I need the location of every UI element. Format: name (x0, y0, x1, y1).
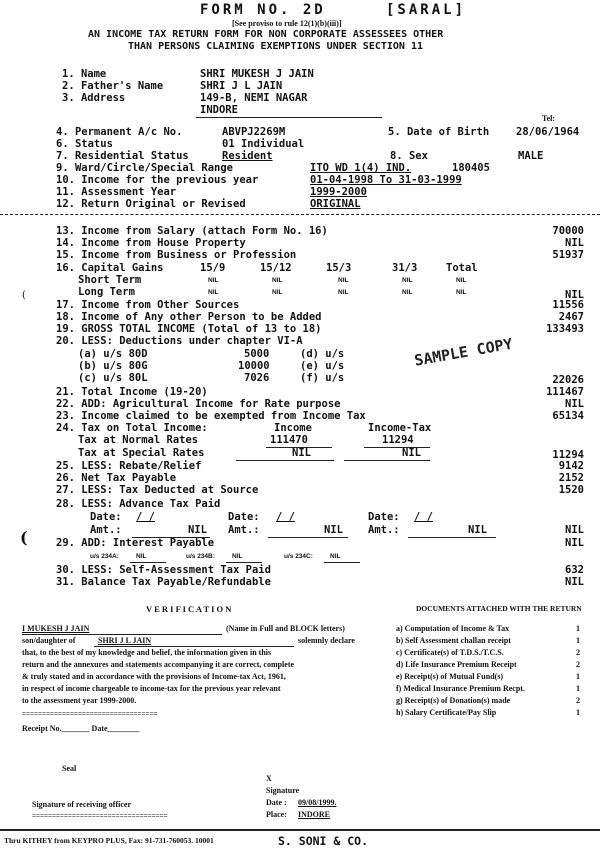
assessment-year-value: 1999-2000 (310, 186, 367, 198)
business-income-label: 15. Income from Business or Profession (56, 249, 297, 261)
document-count: 1 (576, 708, 580, 717)
verification-text: to the assessment year 1999-2000. (22, 696, 137, 705)
advance-date-label: Date: (368, 511, 400, 523)
cg-header-15-3: 15/3 (326, 262, 352, 274)
status-value: 01 Individual (222, 138, 305, 150)
short-term-value: NIL (456, 277, 467, 284)
status-label: 6. Status (56, 138, 113, 150)
advance-date-value: / / (414, 511, 433, 523)
form-title-line1: AN INCOME TAX RETURN FORM FOR NON CORPORATE ASSESSEES OTHER (88, 29, 444, 40)
dob-value: 28/06/1964 (516, 126, 580, 138)
assessment-year-label: 11. Assessment Year (56, 186, 177, 198)
father-name-label: 2. Father's Name (62, 80, 164, 92)
residential-status-value: Resident (222, 150, 273, 162)
exempt-income-value: 65134 (552, 410, 584, 422)
form-number: FORM NO. 2D (200, 2, 326, 18)
tax-on-income-label: 24. Tax on Total Income: (56, 422, 208, 434)
advance-date-label: Date: (228, 511, 260, 523)
advance-tax-value: NIL (565, 524, 584, 536)
company-name: S. SONI & CO. (278, 834, 369, 848)
document-item: h) Salary Certificate/Pay Slip (396, 708, 497, 717)
deduction-80l-value: 7026 (244, 372, 270, 384)
document-item: g) Receipt(s) of Donation(s) made (396, 696, 511, 705)
long-term-value: NIL (402, 289, 413, 296)
interest-234a-label: u/s 234A: (90, 553, 119, 560)
verification-text: in respect of income chargeable to income-tax for the previous year relevant (22, 684, 281, 693)
normal-rates-tax: 11294 (382, 434, 414, 446)
pan-label: 4. Permanent A/c No. (56, 126, 183, 138)
deduction-80l-label: (c) u/s 80L (78, 372, 148, 384)
document-item: c) Certificate(s) of T.D.S./T.C.S. (396, 648, 504, 657)
cg-header-15-9: 15/9 (200, 262, 226, 274)
interest-234b-label: u/s 234B: (186, 553, 215, 560)
form-title-line2: THAN PERSONS CLAIMING EXEMPTIONS UNDER SECTION 11 (128, 41, 424, 52)
sample-copy-stamp: SAMPLE COPY (413, 334, 514, 370)
receiving-officer-separator: ================================== (32, 812, 168, 820)
deduction-80d-value: 5000 (244, 348, 270, 360)
other-sources-label: 17. Income from Other Sources (56, 299, 240, 311)
self-assessment-label: 30. LESS: Self-Assessment Tax Paid (56, 564, 271, 576)
verification-separator: ================================== (22, 710, 158, 718)
advance-amt-label: Amt.: (228, 524, 260, 536)
deduction-80d-label: (a) u/s 80D (78, 348, 148, 360)
document-count: 1 (576, 684, 580, 693)
verification-text: that, to the best of my knowledge and belief, the information given in this (22, 648, 272, 657)
tax-total-value: 11294 (552, 449, 584, 461)
verification-text: & truly stated and in accordance with the provisions of Income-tax Act, 1961, (22, 672, 286, 681)
tel-label: Tel: (542, 114, 556, 123)
interest-234c-label: u/s 234C: (284, 553, 313, 560)
tax-income-header: Income (274, 422, 312, 434)
sex-label: 8. Sex (390, 150, 428, 162)
father-name-value: SHRI J L JAIN (200, 80, 283, 92)
deduction-d-label: (d) u/s (300, 348, 345, 360)
advance-tax-label: 28. LESS: Advance Tax Paid (56, 498, 221, 510)
document-count: 2 (576, 660, 580, 669)
advance-amt-label: Amt.: (368, 524, 400, 536)
long-term-value: NIL (456, 289, 467, 296)
short-term-value: NIL (208, 277, 219, 284)
gross-total-income-label: 19. GROSS TOTAL INCOME (Total of 13 to 18) (56, 323, 322, 335)
interest-234a-value: NIL (136, 553, 147, 560)
place-value: INDORE (298, 810, 331, 819)
document-count: 2 (576, 696, 580, 705)
dob-label: 5. Date of Birth (388, 126, 490, 138)
receiving-officer-label: Signature of receiving officer (32, 800, 132, 809)
documents-title: DOCUMENTS ATTACHED WITH THE RETURN (416, 604, 582, 613)
house-property-label: 14. Income from House Property (56, 237, 246, 249)
ward-label: 9. Ward/Circle/Special Range (56, 162, 234, 174)
interest-payable-value: NIL (565, 537, 584, 549)
name-label: 1. Name (62, 68, 107, 80)
solemnly-declare: solemnly declare (298, 636, 355, 645)
short-term-value: NIL (272, 277, 283, 284)
previous-year-value: 01-04-1998 To 31-03-1999 (310, 174, 462, 186)
tds-value: 1520 (558, 484, 584, 496)
document-item: a) Computation of Income & Tax (396, 624, 510, 633)
document-count: 1 (576, 636, 580, 645)
software-credit: Thru KITHEY from KEYPRO PLUS, Fax: 91-731-760053. 10001 (4, 836, 214, 845)
advance-date-value: / / (276, 511, 295, 523)
business-income-value: 51937 (552, 249, 584, 261)
signature-mark: X (266, 774, 272, 783)
advance-date-label: Date: (90, 511, 122, 523)
saral-label: [SARAL] (386, 2, 467, 18)
interest-payable-label: 29. ADD: Interest Payable (56, 537, 215, 549)
cg-header-31-3: 31/3 (392, 262, 418, 274)
signature-date-label: Date : (266, 798, 287, 807)
cg-header-total: Total (446, 262, 478, 274)
previous-year-label: 10. Income for the previous year (56, 174, 259, 186)
capital-gains-label: 16. Capital Gains (56, 262, 164, 274)
return-type-label: 12. Return Original or Revised (56, 198, 246, 210)
advance-amt-value: NIL (468, 524, 487, 536)
self-assessment-value: 632 (565, 564, 584, 576)
punch-hole-mark: ( (20, 528, 28, 547)
document-count: 1 (576, 672, 580, 681)
interest-234b-value: NIL (232, 553, 243, 560)
punch-hole-mark: ( (22, 290, 26, 301)
deduction-f-label: (f) u/s (300, 372, 345, 384)
balance-tax-value: NIL (565, 576, 584, 588)
special-rates-income: NIL (292, 447, 311, 459)
other-sources-value: 11556 (552, 299, 584, 311)
verification-text: return and the annexures and statements accompanying it are correct, complete (22, 660, 295, 669)
address-label: 3. Address (62, 92, 126, 104)
rebate-value: 9142 (558, 460, 584, 472)
other-person-income-label: 18. Income of Any other Person to be Added (56, 311, 322, 323)
special-rates-tax: NIL (402, 447, 421, 459)
father-name-verification: SHRI J L JAIN (98, 636, 152, 645)
deduction-80g-label: (b) u/s 80G (78, 360, 148, 372)
balance-tax-label: 31. Balance Tax Payable/Refundable (56, 576, 271, 588)
address-line2: INDORE (200, 104, 238, 116)
rebate-label: 25. LESS: Rebate/Relief (56, 460, 202, 472)
place-label: Place: (266, 810, 287, 819)
advance-amt-label: Amt.: (90, 524, 122, 536)
total-income-label: 21. Total Income (19-20) (56, 386, 208, 398)
document-item: d) Life Insurance Premium Receipt (396, 660, 517, 669)
special-rates-label: Tax at Special Rates (78, 447, 205, 459)
receipt-line: Receipt No._______ Date________ (22, 724, 140, 733)
deductions-label: 20. LESS: Deductions under chapter VI-A (56, 335, 303, 347)
tds-label: 27. LESS: Tax Deducted at Source (56, 484, 259, 496)
address-underline (196, 117, 382, 118)
exempt-income-label: 23. Income claimed to be exempted from Income Tax (56, 410, 366, 422)
long-term-value: NIL (272, 289, 283, 296)
agricultural-income-value: NIL (565, 398, 584, 410)
tax-income-tax-header: Income-Tax (368, 422, 432, 434)
advance-amt-value: NIL (324, 524, 343, 536)
net-tax-label: 26. Net Tax Payable (56, 472, 177, 484)
son-of-label: son/daughter of (22, 636, 76, 645)
proviso-note: [See proviso to rule 12(1)(b)(iii)] (232, 19, 342, 28)
agricultural-income-label: 22. ADD: Agricultural Income for Rate purpose (56, 398, 341, 410)
ward-value: ITO WD 1(4) IND. (310, 162, 412, 174)
document-item: f) Medical Insurance Premium Recpt. (396, 684, 525, 693)
long-term-value: NIL (338, 289, 349, 296)
document-item: e) Receipt(s) of Mutual Fund(s) (396, 672, 504, 681)
section-divider (0, 214, 600, 215)
document-item: b) Self Assessment challan receipt (396, 636, 511, 645)
signature-label: Signature (266, 786, 300, 795)
capital-gains-value: NIL (565, 289, 584, 301)
pan-value: ABVPJ2269M (222, 126, 286, 138)
short-term-label: Short Term (78, 274, 142, 286)
normal-rates-income: 111470 (270, 434, 308, 446)
gross-total-income-value: 133493 (546, 323, 584, 335)
document-count: 2 (576, 648, 580, 657)
total-income-value: 111467 (546, 386, 584, 398)
normal-rates-label: Tax at Normal Rates (78, 434, 199, 446)
advance-amt-value: NIL (188, 524, 207, 536)
seal-label: Seal (62, 764, 77, 773)
deduction-80g-value: 10000 (238, 360, 270, 372)
deductions-total-value: 22026 (552, 374, 584, 386)
name-hint: (Name in Full and BLOCK letters) (226, 624, 345, 633)
long-term-label: Long Term (78, 286, 135, 298)
signature-date-value: 09/08/1999. (298, 798, 337, 807)
address-line1: 149-B, NEMI NAGAR (200, 92, 308, 104)
house-property-value: NIL (565, 237, 584, 249)
return-type-value: ORIGINAL (310, 198, 361, 210)
short-term-value: NIL (338, 277, 349, 284)
short-term-value: NIL (402, 277, 413, 284)
interest-234c-value: NIL (330, 553, 341, 560)
salary-income-label: 13. Income from Salary (attach Form No. 16) (56, 225, 328, 237)
sex-value: MALE (518, 150, 544, 162)
deduction-e-label: (e) u/s (300, 360, 345, 372)
long-term-value: NIL (208, 289, 219, 296)
cg-header-15-12: 15/12 (260, 262, 292, 274)
ward-code: 180405 (452, 162, 490, 174)
footer-rule (0, 829, 600, 831)
residential-status-label: 7. Residential Status (56, 150, 189, 162)
document-count: 1 (576, 624, 580, 633)
name-value: SHRI MUKESH J JAIN (200, 68, 314, 80)
net-tax-value: 2152 (558, 472, 584, 484)
other-person-income-value: 2467 (558, 311, 584, 323)
declarant-name: I MUKESH J JAIN (22, 624, 90, 633)
verification-title: V E R I F I C A T I O N (146, 604, 232, 614)
advance-date-value: / / (136, 511, 155, 523)
salary-income-value: 70000 (552, 225, 584, 237)
